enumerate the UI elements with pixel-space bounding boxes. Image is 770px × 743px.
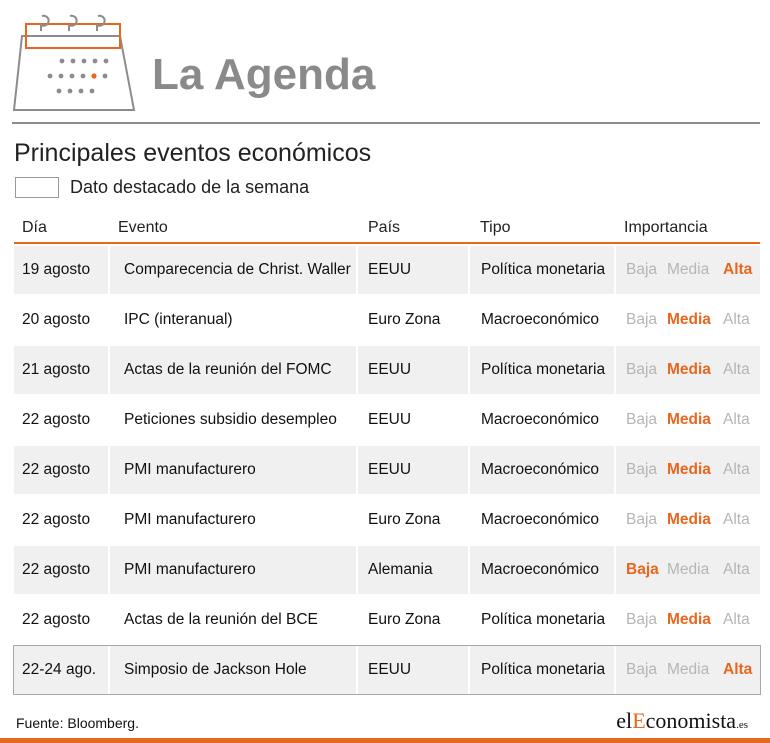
cell-event: IPC (interanual) bbox=[110, 296, 356, 344]
cell-type: Política monetaria bbox=[470, 346, 614, 394]
table-body bbox=[14, 246, 760, 694]
table-row bbox=[14, 446, 760, 494]
cell-importance bbox=[616, 596, 760, 644]
column-header-event: Evento bbox=[118, 219, 168, 236]
column-header-importance: Importancia bbox=[624, 219, 708, 236]
column-header-day: Día bbox=[22, 219, 47, 236]
cell-type: Política monetaria bbox=[470, 246, 614, 294]
cell-importance bbox=[616, 446, 760, 494]
section-subtitle: Principales eventos económicos bbox=[14, 139, 372, 167]
importance-baja: Baja bbox=[626, 561, 659, 578]
cell-importance bbox=[616, 496, 760, 544]
cell-country: Euro Zona bbox=[358, 296, 468, 344]
legend-swatch bbox=[15, 177, 59, 198]
cell-country: Euro Zona bbox=[358, 596, 468, 644]
cell-country: EEUU bbox=[358, 446, 468, 494]
table-row bbox=[14, 546, 760, 594]
legend-label: Dato destacado de la semana bbox=[70, 177, 310, 197]
importance-baja: Baja bbox=[626, 611, 658, 628]
cell-event: PMI manufacturero bbox=[110, 546, 356, 594]
cell-country: Euro Zona bbox=[358, 496, 468, 544]
importance-alta: Alta bbox=[723, 561, 750, 578]
importance-alta: Alta bbox=[723, 411, 750, 428]
importance-alta: Alta bbox=[723, 261, 753, 278]
importance-media: Media bbox=[667, 611, 711, 628]
importance-media: Media bbox=[667, 261, 710, 278]
cell-type: Macroeconómico bbox=[470, 296, 614, 344]
cell-type: Macroeconómico bbox=[470, 396, 614, 444]
cell-country: Alemania bbox=[358, 546, 468, 594]
table-row bbox=[14, 246, 760, 294]
cell-date: 20 agosto bbox=[14, 296, 108, 344]
column-header-type: Tipo bbox=[480, 219, 511, 236]
table-row bbox=[14, 396, 760, 444]
cell-date: 22 agosto bbox=[14, 596, 108, 644]
cell-event: PMI manufacturero bbox=[110, 446, 356, 494]
cell-event: Simposio de Jackson Hole bbox=[110, 646, 356, 694]
table-row-featured bbox=[14, 646, 760, 694]
importance-media: Media bbox=[667, 311, 711, 328]
importance-media: Media bbox=[667, 661, 710, 678]
importance-media: Media bbox=[667, 361, 711, 378]
importance-baja: Baja bbox=[626, 661, 658, 678]
importance-media: Media bbox=[667, 411, 711, 428]
cell-event: Actas de la reunión del BCE bbox=[110, 596, 356, 644]
cell-type: Política monetaria bbox=[470, 596, 614, 644]
importance-alta: Alta bbox=[723, 511, 750, 528]
cell-importance bbox=[616, 346, 760, 394]
cell-importance bbox=[616, 396, 760, 444]
cell-importance bbox=[616, 546, 760, 594]
cell-country: EEUU bbox=[358, 646, 468, 694]
table-row bbox=[14, 596, 760, 644]
source-note: Fuente: Bloomberg. bbox=[16, 715, 139, 731]
cell-importance bbox=[616, 296, 760, 344]
importance-baja: Baja bbox=[626, 361, 658, 378]
importance-baja: Baja bbox=[626, 261, 658, 278]
importance-alta: Alta bbox=[723, 461, 750, 478]
table-header bbox=[14, 212, 760, 244]
header-divider bbox=[12, 122, 760, 124]
table-row bbox=[14, 296, 760, 344]
cell-country: EEUU bbox=[358, 346, 468, 394]
cell-event: Peticiones subsidio desempleo bbox=[110, 396, 356, 444]
importance-alta: Alta bbox=[723, 611, 750, 628]
cell-date: 22 agosto bbox=[14, 496, 108, 544]
cell-type: Macroeconómico bbox=[470, 546, 614, 594]
importance-alta: Alta bbox=[723, 661, 753, 678]
cell-event: Comparecencia de Christ. Waller bbox=[110, 246, 356, 294]
calendar-icon bbox=[12, 14, 136, 112]
cell-date: 22 agosto bbox=[14, 396, 108, 444]
cell-date: 22 agosto bbox=[14, 446, 108, 494]
importance-media: Media bbox=[667, 561, 710, 578]
cell-date: 19 agosto bbox=[14, 246, 108, 294]
cell-country: EEUU bbox=[358, 396, 468, 444]
cell-date: 22-24 ago. bbox=[14, 646, 108, 694]
importance-baja: Baja bbox=[626, 311, 658, 328]
events-table bbox=[14, 212, 760, 694]
table-row bbox=[14, 346, 760, 394]
cell-country: EEUU bbox=[358, 246, 468, 294]
importance-alta: Alta bbox=[723, 311, 750, 328]
footer-accent-bar bbox=[0, 738, 770, 743]
cell-date: 22 agosto bbox=[14, 546, 108, 594]
importance-baja: Baja bbox=[626, 411, 658, 428]
cell-importance bbox=[616, 246, 760, 294]
table-row bbox=[14, 496, 760, 544]
page-title: La Agenda bbox=[152, 50, 376, 99]
importance-media: Media bbox=[667, 511, 711, 528]
cell-type: Macroeconómico bbox=[470, 446, 614, 494]
cell-type: Macroeconómico bbox=[470, 496, 614, 544]
importance-alta: Alta bbox=[723, 361, 750, 378]
cell-importance bbox=[616, 646, 760, 694]
cell-event: Actas de la reunión del FOMC bbox=[110, 346, 356, 394]
importance-media: Media bbox=[667, 461, 711, 478]
importance-baja: Baja bbox=[626, 511, 658, 528]
importance-baja: Baja bbox=[626, 461, 658, 478]
cell-type: Política monetaria bbox=[470, 646, 614, 694]
cell-event: PMI manufacturero bbox=[110, 496, 356, 544]
brand-logo: elEconomista.es bbox=[616, 708, 748, 733]
cell-date: 21 agosto bbox=[14, 346, 108, 394]
column-header-country: País bbox=[368, 219, 401, 236]
